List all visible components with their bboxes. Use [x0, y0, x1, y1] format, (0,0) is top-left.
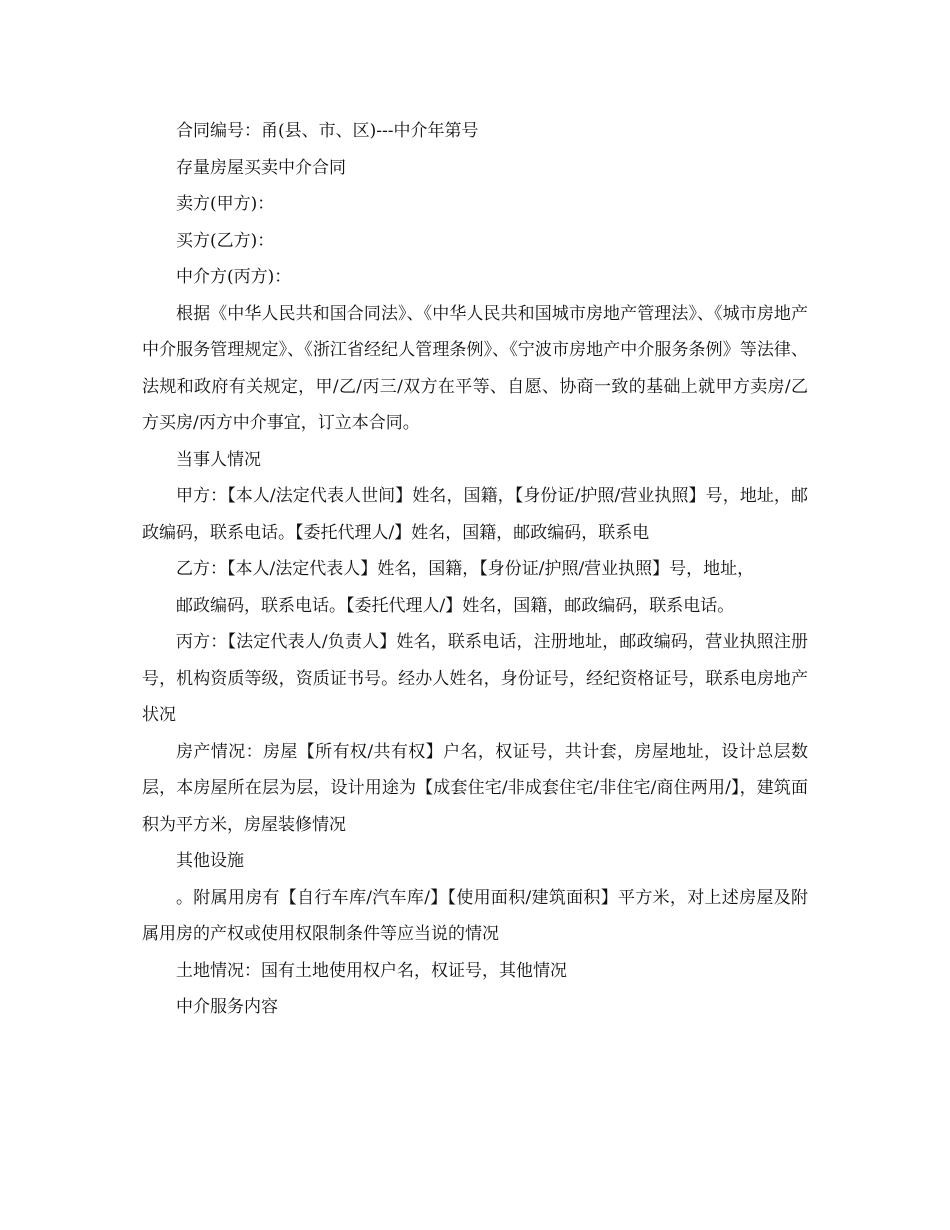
- agent-party-line: 中介方(丙方)：: [176, 267, 292, 287]
- party-c-details: 丙方：【法定代表人/负责人】姓名，联系电话，注册地址，邮政编码，营业执照注册号，机构资质等级，资质证书号。经办人姓名，身份证号，经纪资格证号，联系电房地产状况: [142, 632, 808, 725]
- buyer-party-line: 买方(乙方)：: [176, 230, 275, 251]
- property-details: 房产情况：房屋【所有权/共有权】户名，权证号，共计套，房屋地址，设计总层数层，本房屋所在层为层，设计用途为【成套住宅/非成套住宅/非住宅/商住两用/】，建筑面积为平方米，房屋装修情况: [142, 741, 808, 835]
- contract-title: 存量房屋买卖中介合同: [176, 157, 346, 178]
- auxiliary-rooms-paragraph: 。附属用房有【自行车库/汽车库/】【使用面积/建筑面积】平方米，对上述房屋及附属用房的产权或使用权限制条件等应当说的情况: [142, 887, 808, 944]
- party-b-details: 乙方：【本人/法定代表人】姓名，国籍，【身份证/护照/营业执照】号，地址，: [176, 559, 755, 579]
- section-heading-agency-services: 中介服务内容: [176, 997, 278, 1017]
- contract-number-line: 合同编号：甬(县、市、区)---中介年第号: [176, 121, 479, 141]
- section-heading-parties: 当事人情况: [176, 449, 261, 470]
- preamble-paragraph: 根据《中华人民共和国合同法》、《中华人民共和国城市房地产管理法》、《城市房地产中介服务管理规定》、《浙江省经纪人管理条例》、《宁波市房地产中介服务条例》等法律、法规和政府有关规定，甲/乙/丙三/双方在平等、自愿、协商一致的基础上就甲方卖房/乙方买房/丙方中介事宜，订立本合同。: [142, 303, 808, 433]
- document-body: [142, 113, 808, 1026]
- land-details: 土地情况：国有土地使用权户名，权证号，其他情况: [176, 960, 567, 981]
- seller-party-line: 卖方(甲方)：: [176, 194, 275, 214]
- section-heading-other-facilities: 其他设施: [176, 851, 244, 871]
- party-b-details-continued: 邮政编码，联系电话。【委托代理人/】姓名，国籍，邮政编码，联系电话。: [176, 595, 735, 616]
- party-a-details: 甲方：【本人/法定代表人世间】姓名，国籍，【身份证/护照/营业执照】号，地址，邮政编码，联系电话。【委托代理人/】姓名，国籍，邮政编码，联系电: [142, 486, 808, 543]
